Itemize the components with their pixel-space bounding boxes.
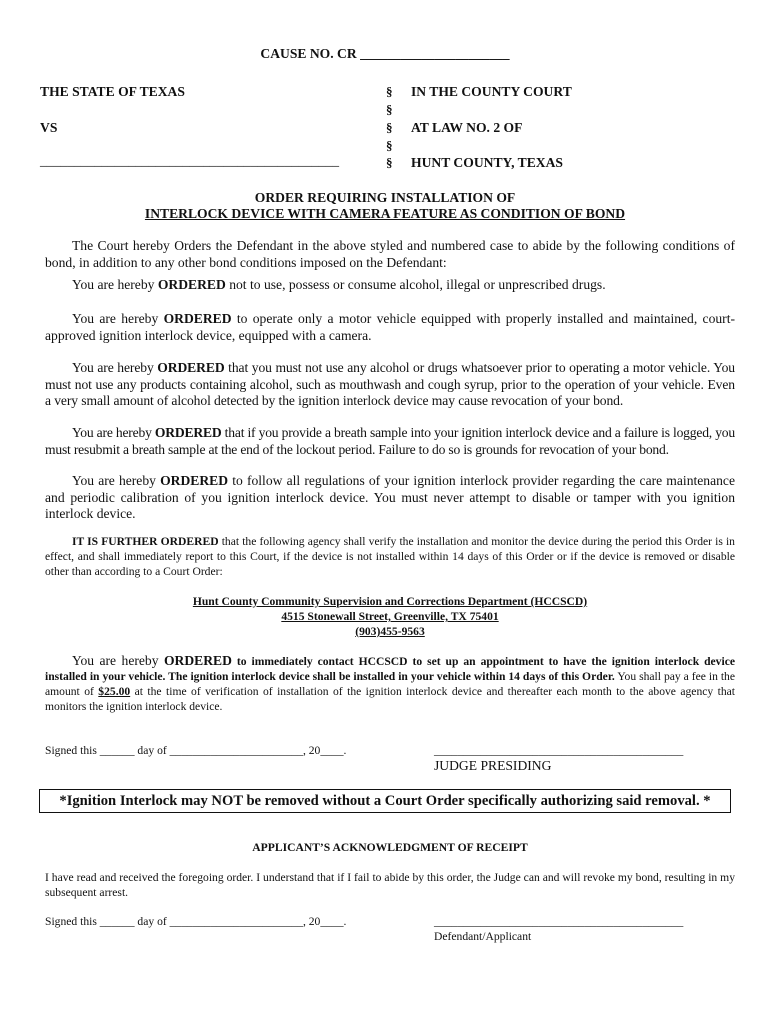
defendant-name-blank: ____________________________________________: [40, 153, 340, 168]
order-paragraph-1: You are hereby ORDERED not to use, possess or consume alcohol, illegal or unprescribed drugs.: [72, 277, 606, 292]
ordered-word: ORDERED: [154, 425, 222, 440]
agency-address: 4515 Stonewall Street, Greenville, TX 75401: [281, 610, 499, 623]
judge-signature-line: ___________________________________________: [434, 744, 684, 757]
order-title-line2: INTERLOCK DEVICE WITH CAMERA FEATURE AS CONDITION OF BOND: [144, 206, 626, 221]
order-paragraph-2: You are hereby ORDERED to operate only a motor vehicle equipped with properly installed and maintained, court-approved ignition interlock device, equipped with a camera.: [45, 311, 736, 343]
intro-paragraph: The Court hereby Orders the Defendant in the above styled and numbered case to abide by the following conditions of bond, in addition to any other bond conditions imposed on the Defendant:: [45, 238, 735, 270]
defendant-applicant-label: Defendant/Applicant: [434, 930, 532, 943]
section-mark: §: [386, 120, 393, 135]
fee-amount: $25.00: [98, 685, 131, 698]
acknowledgment-text: I have read and received the foregoing order. I understand that if I fail to abide by this order, the Judge can and will revoke my bond, resulting in my subsequent arrest.: [45, 871, 735, 899]
section-mark: §: [386, 138, 393, 153]
ordered-word: ORDERED: [157, 360, 225, 375]
section-mark: §: [386, 155, 393, 170]
contact-order-paragraph: You are hereby ORDERED to immediately contact HCCSCD to set up an appointment to have the ignition interlock device installed in your vehicle. The ignition interlock device shall be installed in your vehicle within 14 days of this Order. You shall pay a fee in the amount of $25.00 at the time of verification of installation of the ignition interlock device and thereafter each month to the above agency that monitors the ignition interlock device.: [45, 653, 735, 713]
judge-presiding-label: JUDGE PRESIDING: [434, 758, 552, 773]
court-name-line3: HUNT COUNTY, TEXAS: [411, 155, 563, 170]
order-paragraph-4: You are hereby ORDERED that if you provide a breath sample into your ignition interlock device and a failure is logged, you must resubmit a breath sample at the end of the lockout period. Failure to do so is grounds for revocation of your bond.: [45, 425, 735, 457]
section-mark: §: [386, 84, 393, 99]
cause-number: CAUSE NO. CR ______________________: [260, 46, 510, 61]
agency-name: Hunt County Community Supervision and Corrections Department (HCCSCD): [192, 595, 588, 608]
party-vs: VS: [40, 120, 58, 135]
court-name-line2: AT LAW NO. 2 OF: [411, 120, 523, 135]
agency-phone: (903)455-9563: [355, 625, 425, 638]
party-state: THE STATE OF TEXAS: [40, 84, 185, 99]
order-title-line1: ORDER REQUIRING INSTALLATION OF: [254, 190, 516, 205]
signed-date-line: Signed this ______ day of _______________________, 20____.: [45, 744, 347, 757]
order-paragraph-5: You are hereby ORDERED to follow all regulations of your ignition interlock provider regarding the care maintenance and periodic calibration of you ignition interlock device. You must never attempt to disable or tamper with you ignition interlock device.: [45, 473, 735, 522]
acknowledgment-heading: APPLICANT’S ACKNOWLEDGMENT OF RECEIPT: [252, 841, 528, 854]
order-paragraph-3: You are hereby ORDERED that you must not use any alcohol or drugs whatsoever prior to operating a motor vehicle. You must not use any products containing alcohol, such as mouthwash and cough syrup, prior to the operation of your vehicle. Even a very small amount of alcohol detected by the ignition interlock device may cause revocation of your bond.: [45, 360, 735, 409]
ordered-word: ORDERED: [163, 311, 232, 326]
signed-date-line: Signed this ______ day of _______________________, 20____.: [45, 915, 347, 928]
ordered-word: ORDERED: [157, 277, 226, 292]
removal-notice-box: *Ignition Interlock may NOT be removed without a Court Order specifically authorizing said removal. *: [39, 789, 731, 813]
ordered-word: ORDERED: [163, 653, 232, 668]
further-order-paragraph: IT IS FURTHER ORDERED that the following agency shall verify the installation and monitor the device during the period this Order is in effect, and shall immediately report to this Court, if the device is not installed within 14 days of this Order or if the device is removed or disable other than according to a Court Order:: [45, 535, 735, 578]
court-name-line1: IN THE COUNTY COURT: [411, 84, 572, 99]
ordered-word: ORDERED: [160, 473, 229, 488]
defendant-signature-line: ___________________________________________: [434, 915, 684, 928]
section-mark: §: [386, 102, 393, 117]
